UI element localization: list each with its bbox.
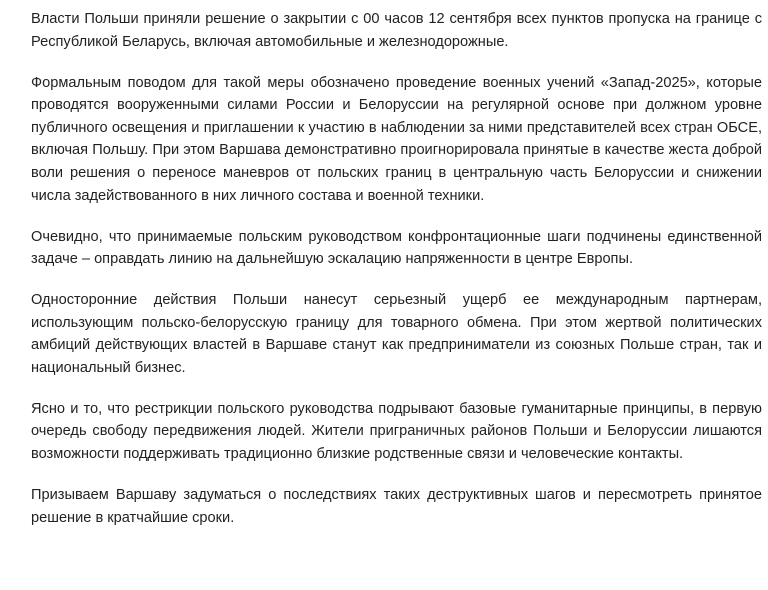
article-paragraph-1: Власти Польши приняли решение о закрытии с 00 часов 12 сентября всех пунктов пропуска на границе с Республикой Беларусь, включая автомобильные и железнодорожные.: [31, 11, 762, 50]
article-paragraph-4: Односторонние действия Польши нанесут серьезный ущерб ее международным партнерам, использующим польско-белорусскую границу для товарного обмена. При этом жертвой политических амбиций действующих властей в Варшаве станут как предприниматели из союзных Польше стран, так и национальный бизнес.: [31, 292, 762, 376]
article-paragraph-3: Очевидно, что принимаемые польским руководством конфронтационные шаги подчинены единственной задаче – оправдать линию на дальнейшую эскалацию напряженности в центре Европы.: [31, 228, 762, 268]
article-paragraph-2: Формальным поводом для такой меры обозначено проведение военных учений «Запад-2025», которые проводятся вооруженными силами России и Белоруссии на регулярной основе при должном уровне публичного освещения и приглашении к участию в наблюдении за ними представителей всех стран ОБСЕ, включая Польшу. При этом Варшава демонстративно проигнорировала принятые в качестве жеста доброй воли решения о переносе маневров от польских границ в центральную часть Белоруссии и снижении числа задействованного в них личного состава и военной техники.: [31, 74, 762, 204]
article-paragraph-6: Призываем Варшаву задуматься о последствиях таких деструктивных шагов и пересмотреть принятое решение в кратчайшие сроки.: [31, 487, 762, 526]
article-paragraph-5: Ясно и то, что рестрикции польского руководства подрывают базовые гуманитарные принципы, в первую очередь свободу передвижения людей. Жители приграничных районов Польши и Белоруссии лишаются возможности поддерживать традиционно близкие родственные связи и человеческие контакты.: [31, 400, 762, 463]
